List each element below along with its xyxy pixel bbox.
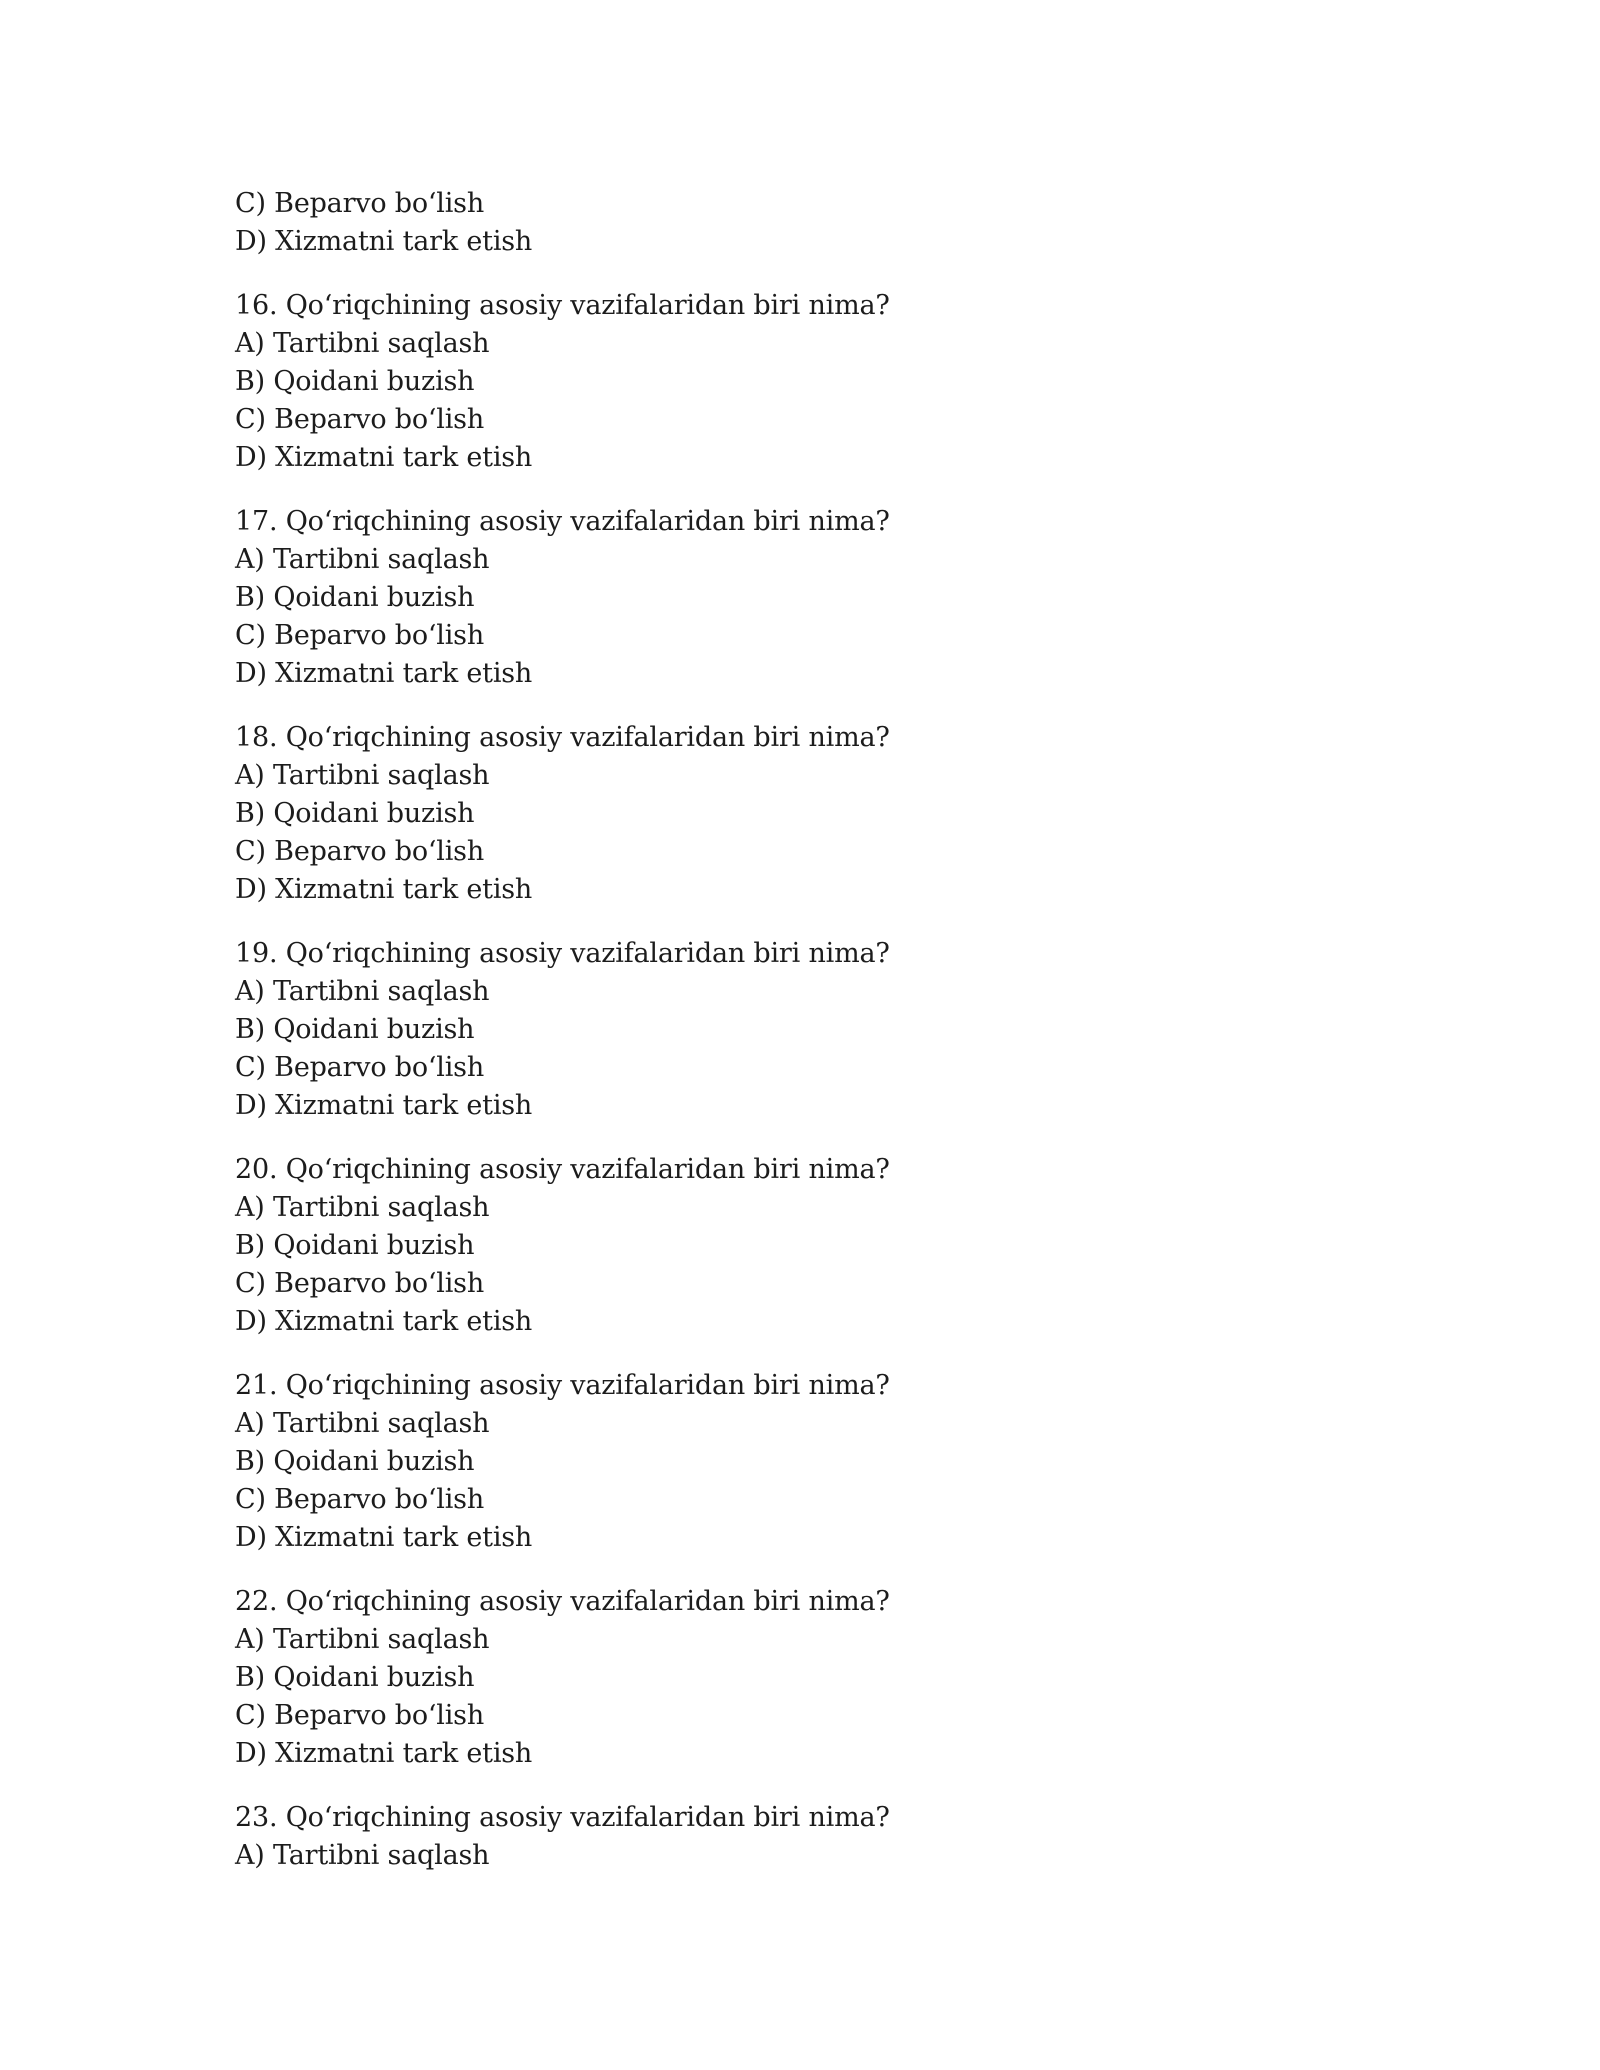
question-text: 18. Qoʻriqchining asosiy vazifalaridan biri nima? [235,722,890,753]
answer-option: A) Tartibni saqlash [235,1624,490,1655]
answer-option: C) Beparvo boʻlish [235,1268,485,1299]
question-text: 19. Qoʻriqchining asosiy vazifalaridan biri nima? [235,938,890,969]
answer-option: B) Qoidani buzish [235,1446,475,1477]
answer-option: C) Beparvo boʻlish [235,188,485,219]
question-text: 22. Qoʻriqchining asosiy vazifalaridan biri nima? [235,1586,890,1617]
question-block [235,287,1385,477]
answer-option: C) Beparvo boʻlish [235,836,485,867]
answer-option: A) Tartibni saqlash [235,1408,490,1439]
answer-option: D) Xizmatni tark etish [235,226,533,257]
question-text: 17. Qoʻriqchining asosiy vazifalaridan biri nima? [235,506,890,537]
document-page [235,185,1385,1875]
question-block [235,1151,1385,1341]
answer-option: B) Qoidani buzish [235,798,475,829]
question-text: 16. Qoʻriqchining asosiy vazifalaridan biri nima? [235,290,890,321]
answer-option: D) Xizmatni tark etish [235,442,533,473]
answer-option: A) Tartibni saqlash [235,544,490,575]
answer-option: A) Tartibni saqlash [235,976,490,1007]
question-text: 20. Qoʻriqchining asosiy vazifalaridan biri nima? [235,1154,890,1185]
answer-option: B) Qoidani buzish [235,582,475,613]
question-block [235,1799,1385,1875]
answer-option: D) Xizmatni tark etish [235,1090,533,1121]
question-block [235,503,1385,693]
question-block [235,935,1385,1125]
question-block [235,1583,1385,1773]
answer-option: C) Beparvo boʻlish [235,404,485,435]
question-text: 21. Qoʻriqchining asosiy vazifalaridan biri nima? [235,1370,890,1401]
question-block-continued [235,185,1385,261]
answer-option: A) Tartibni saqlash [235,760,490,791]
question-text: 23. Qoʻriqchining asosiy vazifalaridan biri nima? [235,1802,890,1833]
answer-option: D) Xizmatni tark etish [235,658,533,689]
answer-option: A) Tartibni saqlash [235,1840,490,1871]
answer-option: C) Beparvo boʻlish [235,1484,485,1515]
answer-option: D) Xizmatni tark etish [235,1522,533,1553]
answer-option: B) Qoidani buzish [235,1662,475,1693]
answer-option: C) Beparvo boʻlish [235,620,485,651]
answer-option: B) Qoidani buzish [235,366,475,397]
answer-option: D) Xizmatni tark etish [235,1306,533,1337]
answer-option: D) Xizmatni tark etish [235,874,533,905]
answer-option: B) Qoidani buzish [235,1014,475,1045]
answer-option: A) Tartibni saqlash [235,328,490,359]
answer-option: C) Beparvo boʻlish [235,1052,485,1083]
answer-option: D) Xizmatni tark etish [235,1738,533,1769]
answer-option: A) Tartibni saqlash [235,1192,490,1223]
question-block [235,1367,1385,1557]
answer-option: B) Qoidani buzish [235,1230,475,1261]
question-block [235,719,1385,909]
answer-option: C) Beparvo boʻlish [235,1700,485,1731]
